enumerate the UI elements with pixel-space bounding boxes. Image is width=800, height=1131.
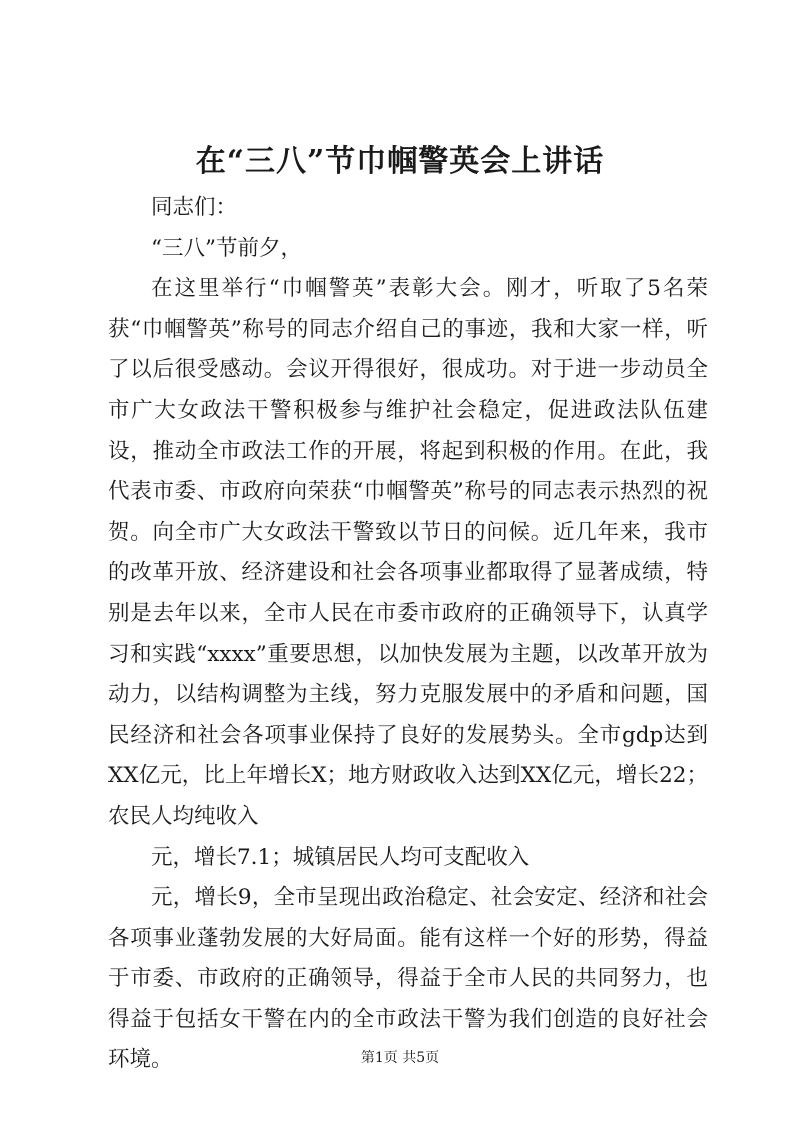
paragraph-conclusion: 元，增长9，全市呈现出政治稳定、社会安定、经济和社会各项事业蓬勃发展的大好局面。能有这样一个好的形势，得益于市委、市政府的正确领导，得益于全市人民的共同努力，也得益于包括女干警在内的全市政法干警为我们创造的良好社会环境。 [108, 885, 708, 1073]
page-footer: 第1页 共5页 [360, 1050, 440, 1066]
salutation: 同志们： [151, 195, 238, 220]
document-body [108, 188, 708, 1081]
paragraph-main: 在这里举行“巾帼警英”表彰大会。刚才，听取了5名荣获“巾帼警英”称号的同志介绍自己的事迹，我和大家一样，听了以后很受感动。会议开得很好，很成功。对于进一步动员全市广大女政法干警积极参与维护社会稳定，促进政法队伍建设，推动全市政法工作的开展，将起到积极的作用。在此，我代表市委、市政府向荣获“巾帼警英”称号的同志表示热烈的祝贺。向全市广大女政法干警致以节日的问候。近几年来，我市的改革开放、经济建设和社会各项事业都取得了显著成绩，特别是去年以来，全市人民在市委市政府的正确领导下，认真学习和实践“xxxx”重要思想，以加快发展为主题，以改革开放为动力，以结构调整为主线，努力克服发展中的矛盾和问题，国民经济和社会各项事业保持了良好的发展势头。全市gdp达到XX亿元，比上年增长X；地方财政收入达到XX亿元，增长22；农民人均纯收入 [108, 276, 708, 829]
paragraph-urban-income: 元，增长7.1；城镇居民人均可支配收入 [151, 844, 530, 870]
paragraph-opening: “三八”节前夕， [151, 235, 302, 261]
document-title: 在“三八”节巾帼警英会上讲话 [195, 144, 605, 179]
